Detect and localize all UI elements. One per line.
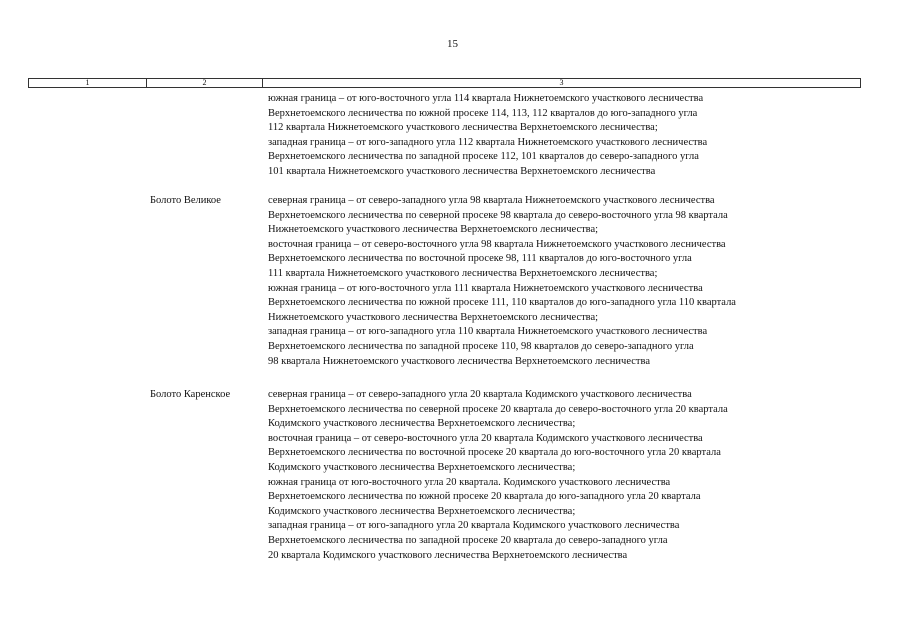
description-line: Верхнетоемского лесничества по южной просеке 20 квартала до юго-западного угла 20 квартала — [268, 491, 701, 503]
column-header-1: 1 — [29, 79, 147, 87]
description-line: 112 квартала Нижнетоемского участкового лесничества Верхнетоемского лесничества; — [268, 122, 658, 134]
object-name: Болото Каренское — [150, 389, 231, 400]
description-line: Верхнетоемского лесничества по восточной просеке 98, 111 кварталов до юго-восточного угла — [268, 253, 692, 265]
description-line: Верхнетоемского лесничества по западной просеке 20 квартала до северо-западного угла — [268, 534, 668, 546]
column-header-3: 3 — [559, 78, 564, 87]
boundary-description — [268, 388, 728, 563]
description-line: северная граница – от северо-западного угла 20 квартала Кодимского участкового лесничества — [268, 389, 692, 400]
description-line: южная граница – от юго-восточного угла 114 квартала Нижнетоемского участкового лесничества — [268, 93, 704, 104]
description-line: Кодимского участкового лесничества Верхнетоемского лесничества; — [268, 461, 576, 473]
boundary-description — [268, 194, 736, 369]
description-line: южная граница – от юго-восточного угла 111 квартала Нижнетоемского участкового лесничества — [268, 282, 703, 294]
description-line: Кодимского участкового лесничества Верхнетоемского лесничества; — [268, 505, 576, 517]
description-line: 101 квартала Нижнетоемского участкового лесничества Верхнетоемского лесничества — [268, 165, 656, 177]
description-line: Верхнетоемского лесничества по северной просеке 98 квартала до северо-восточного угла 98 квартала — [268, 209, 728, 221]
description-line: 111 квартала Нижнетоемского участкового лесничества Верхнетоемского лесничества; — [268, 267, 658, 279]
object-name: Болото Великое — [150, 195, 221, 206]
description-line: западная граница – от юго-западного угла 110 квартала Нижнетоемского участкового лесничества — [268, 326, 708, 338]
description-line: южная граница от юго-восточного угла 20 квартала. Кодимского участкового лесничества — [268, 476, 671, 488]
description-line: Верхнетоемского лесничества по южной просеке 111, 110 кварталов до юго-западного угла 110 квартала — [268, 297, 736, 309]
description-line: Верхнетоемского лесничества по восточной просеке 20 квартала до юго-восточного угла 20 квартала — [268, 447, 721, 459]
description-line: северная граница – от северо-западного угла 98 квартала Нижнетоемского участкового лесничества — [268, 195, 715, 206]
table-column-header-row — [28, 78, 861, 88]
boundary-description — [268, 92, 707, 180]
description-line: западная граница – от юго-западного угла 112 квартала Нижнетоемского участкового лесничества — [268, 136, 708, 148]
description-line: Кодимского участкового лесничества Верхнетоемского лесничества; — [268, 418, 576, 430]
description-line: 20 квартала Кодимского участкового лесничества Верхнетоемского лесничества — [268, 549, 628, 561]
column-header-2: 2 — [147, 79, 263, 87]
page-number: 15 — [447, 38, 458, 50]
description-line: Нижнетоемского участкового лесничества Верхнетоемского лесничества; — [268, 224, 599, 236]
description-line: Нижнетоемского участкового лесничества Верхнетоемского лесничества; — [268, 311, 599, 323]
description-line: Верхнетоемского лесничества по южной просеке 114, 113, 112 кварталов до юго-западного угла — [268, 107, 698, 119]
description-line: Верхнетоемского лесничества по западной просеке 112, 101 кварталов до северо-западного угла — [268, 151, 699, 163]
description-line: западная граница – от юго-западного угла 20 квартала Кодимского участкового лесничества — [268, 520, 680, 532]
description-line: Верхнетоемского лесничества по западной просеке 110, 98 кварталов до северо-западного угла — [268, 340, 694, 352]
description-line: восточная граница – от северо-восточного угла 98 квартала Нижнетоемского участкового лесничества — [268, 238, 726, 250]
description-line: восточная граница – от северо-восточного угла 20 квартала Кодимского участкового лесничества — [268, 432, 703, 444]
description-line: Верхнетоемского лесничества по северной просеке 20 квартала до северо-восточного угла 20 квартала — [268, 403, 728, 415]
description-line: 98 квартала Нижнетоемского участкового лесничества Верхнетоемского лесничества — [268, 355, 650, 367]
